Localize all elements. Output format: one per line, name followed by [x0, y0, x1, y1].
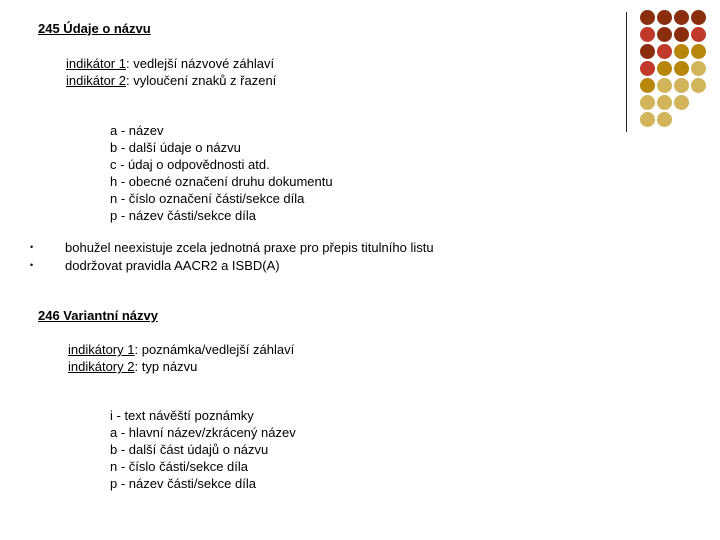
indicator-2-text: : vyloučení znaků z řazení [125, 73, 277, 88]
indicator-2-label: indikátory 2 [68, 359, 135, 374]
indicator-1-label: indikátory 1 [68, 342, 135, 357]
decorative-dot [657, 78, 672, 93]
bullet-icon: • [30, 242, 34, 252]
subfield-item: b - další část údajů o názvu [110, 442, 269, 457]
subfield-item: a - název [110, 123, 164, 138]
section-246-indicator-1 [68, 341, 294, 358]
bullet-item: bohužel neexistuje zcela jednotná praxe pro přepis titulního listu [65, 240, 434, 255]
section-245-indicator-2 [66, 72, 276, 89]
subfield-item: b - další údaje o názvu [110, 140, 241, 155]
bullet-item: dodržovat pravidla AACR2 a ISBD(A) [65, 258, 280, 273]
subfield-item: n - číslo označení části/sekce díla [110, 191, 305, 206]
decorative-dot [657, 61, 672, 76]
section-245-subfield-list [110, 122, 333, 224]
decorative-dot [674, 61, 689, 76]
decorative-dot [691, 61, 706, 76]
decorative-dot [640, 61, 655, 76]
subfield-item: c - údaj o odpovědnosti atd. [110, 157, 270, 172]
subfield-item: i - text návěští poznámky [110, 408, 254, 423]
section-246-indicator-2 [68, 358, 197, 375]
decorative-dot [691, 44, 706, 59]
decorative-vertical-line [626, 12, 627, 132]
decorative-dot [640, 27, 655, 42]
indicator-2-label: indikátor 2 [66, 73, 126, 88]
section-246-heading: 246 Variantní názvy [38, 308, 158, 323]
decorative-dot [674, 27, 689, 42]
decorative-dot [674, 10, 689, 25]
indicator-1-label: indikátor 1 [66, 56, 126, 71]
decorative-dot [657, 112, 672, 127]
indicator-1-text: : vedlejší názvové záhlaví [125, 56, 275, 71]
subfield-item: a - hlavní název/zkrácený název [110, 425, 296, 440]
decorative-dot [657, 27, 672, 42]
subfield-item: n - číslo části/sekce díla [110, 459, 248, 474]
subfield-item: h - obecné označení druhu dokumentu [110, 174, 333, 189]
decorative-dot [640, 10, 655, 25]
subfield-item: p - název části/sekce díla [110, 208, 256, 223]
section-246-subfield-list [110, 407, 296, 492]
decorative-dot [674, 95, 689, 110]
decorative-dot [657, 44, 672, 59]
decorative-dot [691, 27, 706, 42]
decorative-dot [657, 95, 672, 110]
decorative-dot [691, 78, 706, 93]
indicator-1-text: : poznámka/vedlejší záhlaví [134, 342, 295, 357]
section-245-heading: 245 Údaje o názvu [38, 21, 151, 36]
decorative-dot [640, 44, 655, 59]
bullet-icon: • [30, 260, 34, 270]
indicator-2-text: : typ názvu [134, 359, 198, 374]
decorative-dot [674, 44, 689, 59]
decorative-dot [674, 78, 689, 93]
decorative-dot [691, 10, 706, 25]
decorative-dot [657, 10, 672, 25]
section-245-indicator-1 [66, 55, 274, 72]
decorative-dot [640, 95, 655, 110]
subfield-item: p - název části/sekce díla [110, 476, 256, 491]
decorative-dot [640, 78, 655, 93]
decorative-dot [640, 112, 655, 127]
